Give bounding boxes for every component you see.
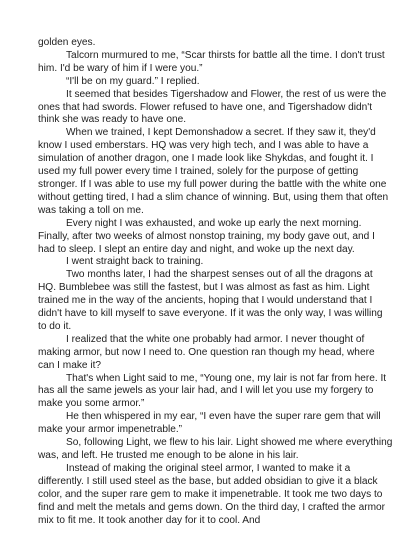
paragraph: I realized that the white one probably had armor. I never thought of making armor, but now I need to. One question ran though my head, where can I make it? <box>38 333 375 371</box>
paragraph: I went straight back to training. <box>66 256 204 268</box>
paragraph: Instead of making the original steel armor, I wanted to make it a differently. I still used steel as the base, but added obsidian to give it a black color, and the super rare gem to make it impenetrable. It took me two days to find and melt the metals and gems down. On the third day, I crafted the armor mix to fit me. It took another day for it to cool. And <box>38 462 386 526</box>
paragraph: Every night I was exhausted, and woke up early the next morning. Finally, after two weeks of almost nonstop training, my body gave out, and I had to sleep. I slept an entire day and night, and woke up the next day. <box>38 217 375 255</box>
paragraph: It seemed that besides Tigershadow and Flower, the rest of us were the ones that had swords. Flower refused to have one, and Tigershadow didn't think she was ready to have one. <box>38 88 387 126</box>
paragraph: Talcorn murmured to me, “Scar thirsts for battle all the time. I don't trust him. I'd be wary of him if I were you.” <box>38 49 385 74</box>
paragraph: That's when Light said to me, “Young one, my lair is not far from here. It has all the same jewels as your lair had, and I will let you use my forgery to make you some armor.” <box>38 372 387 410</box>
paragraph: He then whispered in my ear, “I even have the super rare gem that will make your armor impenetrable.” <box>38 411 381 436</box>
document-page <box>38 37 393 527</box>
paragraph: So, following Light, we flew to his lair. Light showed me where everything was, and left. He trusted me enough to be alone in his lair. <box>38 437 393 461</box>
paragraph: Two months later, I had the sharpest senses out of all the dragons at HQ. Bumblebee was still the fastest, but I was almost as fast as him. Light trained me in the way of the ancients, hoping that I would understand that I didn't have to kill myself to save everyone. If it was the only way, I was willing to do it. <box>38 269 383 332</box>
paragraph: golden eyes. <box>38 37 96 48</box>
paragraph: “I'll be on my guard.” I replied. <box>66 75 200 87</box>
paragraph: When we trained, I kept Demonshadow a secret. If they saw it, they'd know I used emberstars. HQ was very high tech, and I was able to have a simulation of another dragon, one I made look like Shykdas, and fought it. I used my full power every time I trained, solely for the purpose of getting stronger. If I was able to use my full power during the battle with the white one without getting tired, I had a slim chance of winning. But, using them that often was taking a toll on me. <box>38 127 389 216</box>
